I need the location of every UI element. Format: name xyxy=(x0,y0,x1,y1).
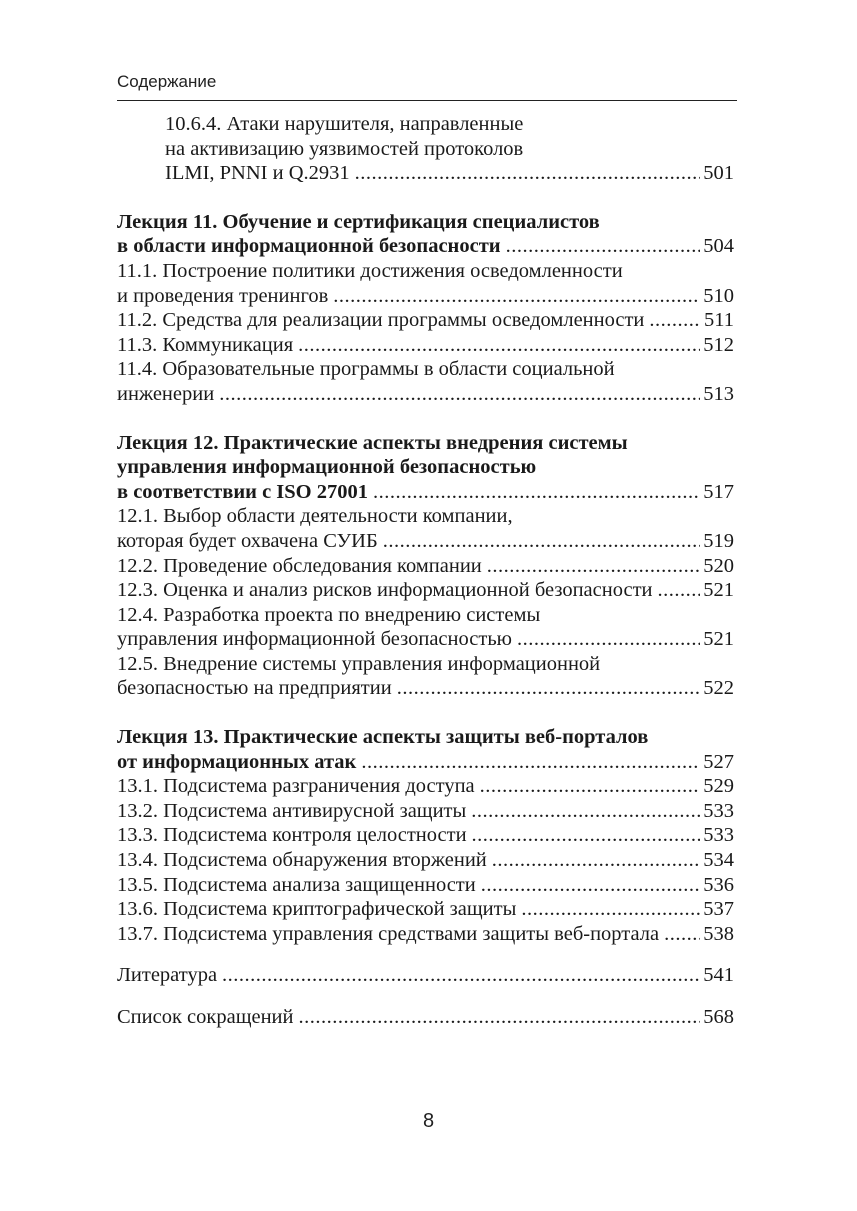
dot-leader xyxy=(658,578,701,603)
toc-lecture-12[interactable] xyxy=(117,431,734,505)
toc-entry-text: 11.2. Средства для реализации программы осведомленности xyxy=(117,309,645,332)
toc-entry-leader-line xyxy=(117,529,734,554)
dot-leader xyxy=(472,823,701,848)
dot-leader xyxy=(222,963,700,988)
toc-entry-text: 12.3. Оценка и анализ рисков информационной безопасности xyxy=(117,579,653,602)
lecture-title: в соответствии с ISO 27001 xyxy=(117,480,368,503)
toc-entry-text: инженерии xyxy=(117,382,215,405)
toc-lecture-11[interactable] xyxy=(117,210,734,259)
toc-page-number: 529 xyxy=(703,775,734,798)
toc-page-number: 533 xyxy=(703,824,734,847)
dot-leader xyxy=(397,676,701,701)
toc-entry-text: на активизацию уязвимостей протоколов xyxy=(165,137,524,160)
toc-entry-text: 12.5. Внедрение системы управления информационной xyxy=(117,652,601,675)
dot-leader xyxy=(521,897,700,922)
toc-entry-text: Список сокращений xyxy=(117,1006,294,1028)
toc-entry-12-4[interactable] xyxy=(117,603,734,652)
toc-entry-13-7[interactable] xyxy=(117,922,734,947)
toc-page-number: 527 xyxy=(703,750,734,773)
dot-leader xyxy=(506,234,701,259)
toc-entry-leader-line xyxy=(117,161,734,186)
toc-entry-12-5[interactable] xyxy=(117,652,734,701)
toc-entry-text: 12.2. Проведение обследования компании xyxy=(117,554,482,577)
toc-entry-text: безопасностью на предприятии xyxy=(117,677,392,700)
toc-entry-13-5[interactable] xyxy=(117,873,734,898)
header-rule xyxy=(117,100,737,101)
toc-entry-11-3[interactable] xyxy=(117,333,734,358)
dot-leader xyxy=(487,554,700,579)
toc-entry-10-6-4[interactable] xyxy=(117,112,734,186)
dot-leader xyxy=(664,922,700,947)
toc-entry-leader-line xyxy=(117,382,734,407)
dot-leader xyxy=(219,382,700,407)
page-number: 8 xyxy=(422,1110,435,1132)
toc-page-number: 501 xyxy=(703,162,734,185)
toc-page-number: 521 xyxy=(703,579,734,602)
dot-leader xyxy=(361,750,700,775)
toc-entry-leader-line xyxy=(117,284,734,309)
toc-page-number: 510 xyxy=(703,284,734,307)
toc-entry-text: ILMI, PNNI и Q.2931 xyxy=(165,162,350,185)
toc-page-number: 522 xyxy=(703,677,734,700)
lecture-title: в области информационной безопасности xyxy=(117,235,501,258)
toc-entry-abbreviations[interactable] xyxy=(117,1005,734,1030)
toc-entry-text: и проведения тренингов xyxy=(117,284,329,307)
toc-lecture-13[interactable] xyxy=(117,725,734,774)
dot-leader xyxy=(298,333,700,358)
toc-entry-text: 13.4. Подсистема обнаружения вторжений xyxy=(117,849,487,872)
dot-leader xyxy=(471,799,700,824)
toc-entry-text: 10.6.4. Атаки нарушителя, направленные xyxy=(165,113,524,135)
lecture-title: управления информационной безопасностью xyxy=(117,456,537,479)
lecture-title: Лекция 11. Обучение и сертификация специалистов xyxy=(117,210,600,233)
toc-entry-text: 13.2. Подсистема антивирусной защиты xyxy=(117,799,467,822)
toc-entry-text: 13.7. Подсистема управления средствами защиты веб-портала xyxy=(117,922,660,945)
toc-page-number: 541 xyxy=(703,964,734,987)
toc-entry-12-2[interactable] xyxy=(117,554,734,579)
dot-leader xyxy=(517,627,700,652)
dot-leader xyxy=(649,308,701,333)
toc-entry-13-6[interactable] xyxy=(117,897,734,922)
toc-entry-text: 11.1. Построение политики достижения осведомленности xyxy=(117,259,623,282)
toc-entry-13-2[interactable] xyxy=(117,799,734,824)
toc-entry-leader-line xyxy=(117,676,734,701)
toc-page-number: 538 xyxy=(703,922,734,945)
toc-entry-leader-line xyxy=(117,750,734,775)
toc-entry-text: 12.4. Разработка проекта по внедрению системы xyxy=(117,603,541,626)
toc-page-number: 534 xyxy=(703,849,734,872)
toc-entry-text: 13.3. Подсистема контроля целостности xyxy=(117,824,467,847)
toc-entry-text: 11.3. Коммуникация xyxy=(117,333,294,356)
dot-leader xyxy=(333,284,700,309)
toc-page-number: 537 xyxy=(703,898,734,921)
toc-page-number: 533 xyxy=(703,799,734,822)
toc-entry-text: управления информационной безопасностью xyxy=(117,628,512,651)
toc-page-number: 517 xyxy=(703,480,734,503)
toc-page-number: 568 xyxy=(703,1006,734,1028)
toc-entry-text: 13.6. Подсистема криптографической защиты xyxy=(117,898,517,921)
toc-entry-11-1[interactable] xyxy=(117,259,734,308)
toc-page-number: 504 xyxy=(703,235,734,258)
dot-leader xyxy=(373,480,700,505)
toc-entry-text: 12.1. Выбор области деятельности компании, xyxy=(117,505,513,528)
toc-entry-text: 13.5. Подсистема анализа защищенности xyxy=(117,873,476,896)
toc-entry-literature[interactable] xyxy=(117,963,734,988)
toc-page-number: 511 xyxy=(704,309,734,332)
toc-entry-text: Литература xyxy=(117,964,218,987)
toc-entry-text: 13.1. Подсистема разграничения доступа xyxy=(117,775,475,798)
toc-page-number: 521 xyxy=(703,628,734,651)
lecture-title: Лекция 12. Практические аспекты внедрения системы xyxy=(117,431,628,454)
toc-entry-12-1[interactable] xyxy=(117,504,734,553)
dot-leader xyxy=(383,529,701,554)
toc-page-number: 536 xyxy=(703,873,734,896)
toc-entry-13-4[interactable] xyxy=(117,848,734,873)
dot-leader xyxy=(355,161,701,186)
toc-page-number: 513 xyxy=(703,382,734,405)
toc-page-number: 512 xyxy=(703,333,734,356)
toc-entry-11-4[interactable] xyxy=(117,357,734,406)
lecture-title: от информационных атак xyxy=(117,750,357,773)
toc-entry-leader-line xyxy=(117,480,734,505)
dot-leader xyxy=(480,774,701,799)
toc-page-number: 519 xyxy=(703,529,734,552)
toc-entry-leader-line xyxy=(117,627,734,652)
toc-entry-13-3[interactable] xyxy=(117,823,734,848)
dot-leader xyxy=(481,873,701,898)
toc-page-number: 520 xyxy=(703,554,734,577)
toc-entry-13-1[interactable] xyxy=(117,774,734,799)
toc-entry-12-3[interactable] xyxy=(117,578,734,603)
dot-leader xyxy=(299,1005,701,1030)
dot-leader xyxy=(492,848,700,873)
toc-entry-text: 11.4. Образовательные программы в области социальной xyxy=(117,358,615,381)
toc-entry-11-2[interactable] xyxy=(117,308,734,333)
lecture-title: Лекция 13. Практические аспекты защиты веб-порталов xyxy=(117,726,649,749)
toc-entry-leader-line xyxy=(117,234,734,259)
running-header-title: Содержание xyxy=(117,72,217,91)
toc-entry-text: которая будет охвачена СУИБ xyxy=(117,529,378,552)
table-of-contents xyxy=(117,112,734,1030)
